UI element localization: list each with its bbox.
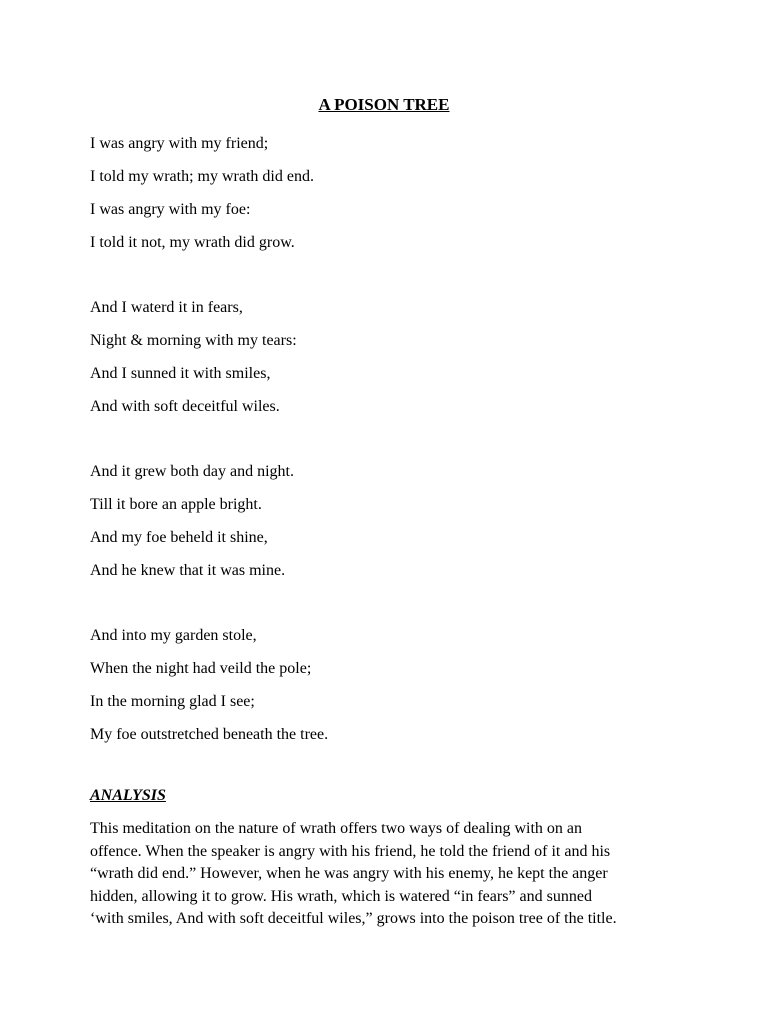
stanza-2 <box>90 291 690 423</box>
poem-line: And into my garden stole, <box>90 627 257 644</box>
poem-line: And it grew both day and night. <box>90 463 294 480</box>
stanza-1 <box>90 127 690 259</box>
analysis-paragraph <box>90 818 690 931</box>
stanza-4 <box>90 619 690 751</box>
analysis-line: offence. When the speaker is angry with his friend, he told the friend of it and his <box>90 842 611 860</box>
poem-line: In the morning glad I see; <box>90 693 255 710</box>
poem-line: I told it not, my wrath did grow. <box>90 234 295 251</box>
analysis-line: “wrath did end.” However, when he was angry with his enemy, he kept the anger <box>90 865 608 882</box>
analysis-line: hidden, allowing it to grow. His wrath, which is watered “in fears” and sunned <box>90 887 592 905</box>
poem-line: I was angry with my friend; <box>90 135 269 152</box>
poem-line: I told my wrath; my wrath did end. <box>90 168 314 185</box>
stanza-3 <box>90 455 690 587</box>
poem-line: And my foe beheld it shine, <box>90 529 268 546</box>
poem-line: My foe outstretched beneath the tree. <box>90 726 329 743</box>
poem-line: And he knew that it was mine. <box>90 562 286 579</box>
poem-line: Night & morning with my tears: <box>90 332 297 349</box>
poem-line: When the night had veild the pole; <box>90 660 312 677</box>
poem-line: And with soft deceitful wiles. <box>90 398 280 415</box>
analysis-line: This meditation on the nature of wrath offers two ways of dealing with on an <box>90 820 583 837</box>
poem-line: And I waterd it in fears, <box>90 299 243 316</box>
poem-title: A POISON TREE <box>318 95 450 114</box>
poem-body <box>90 127 690 783</box>
poem-line: I was angry with my foe: <box>90 201 251 218</box>
poem-line: And I sunned it with smiles, <box>90 365 271 382</box>
analysis-line: ‘with smiles, And with soft deceitful wiles,” grows into the poison tree of the title. <box>90 910 617 927</box>
poem-line: Till it bore an apple bright. <box>90 496 262 513</box>
analysis-heading: ANALYSIS <box>90 787 166 804</box>
